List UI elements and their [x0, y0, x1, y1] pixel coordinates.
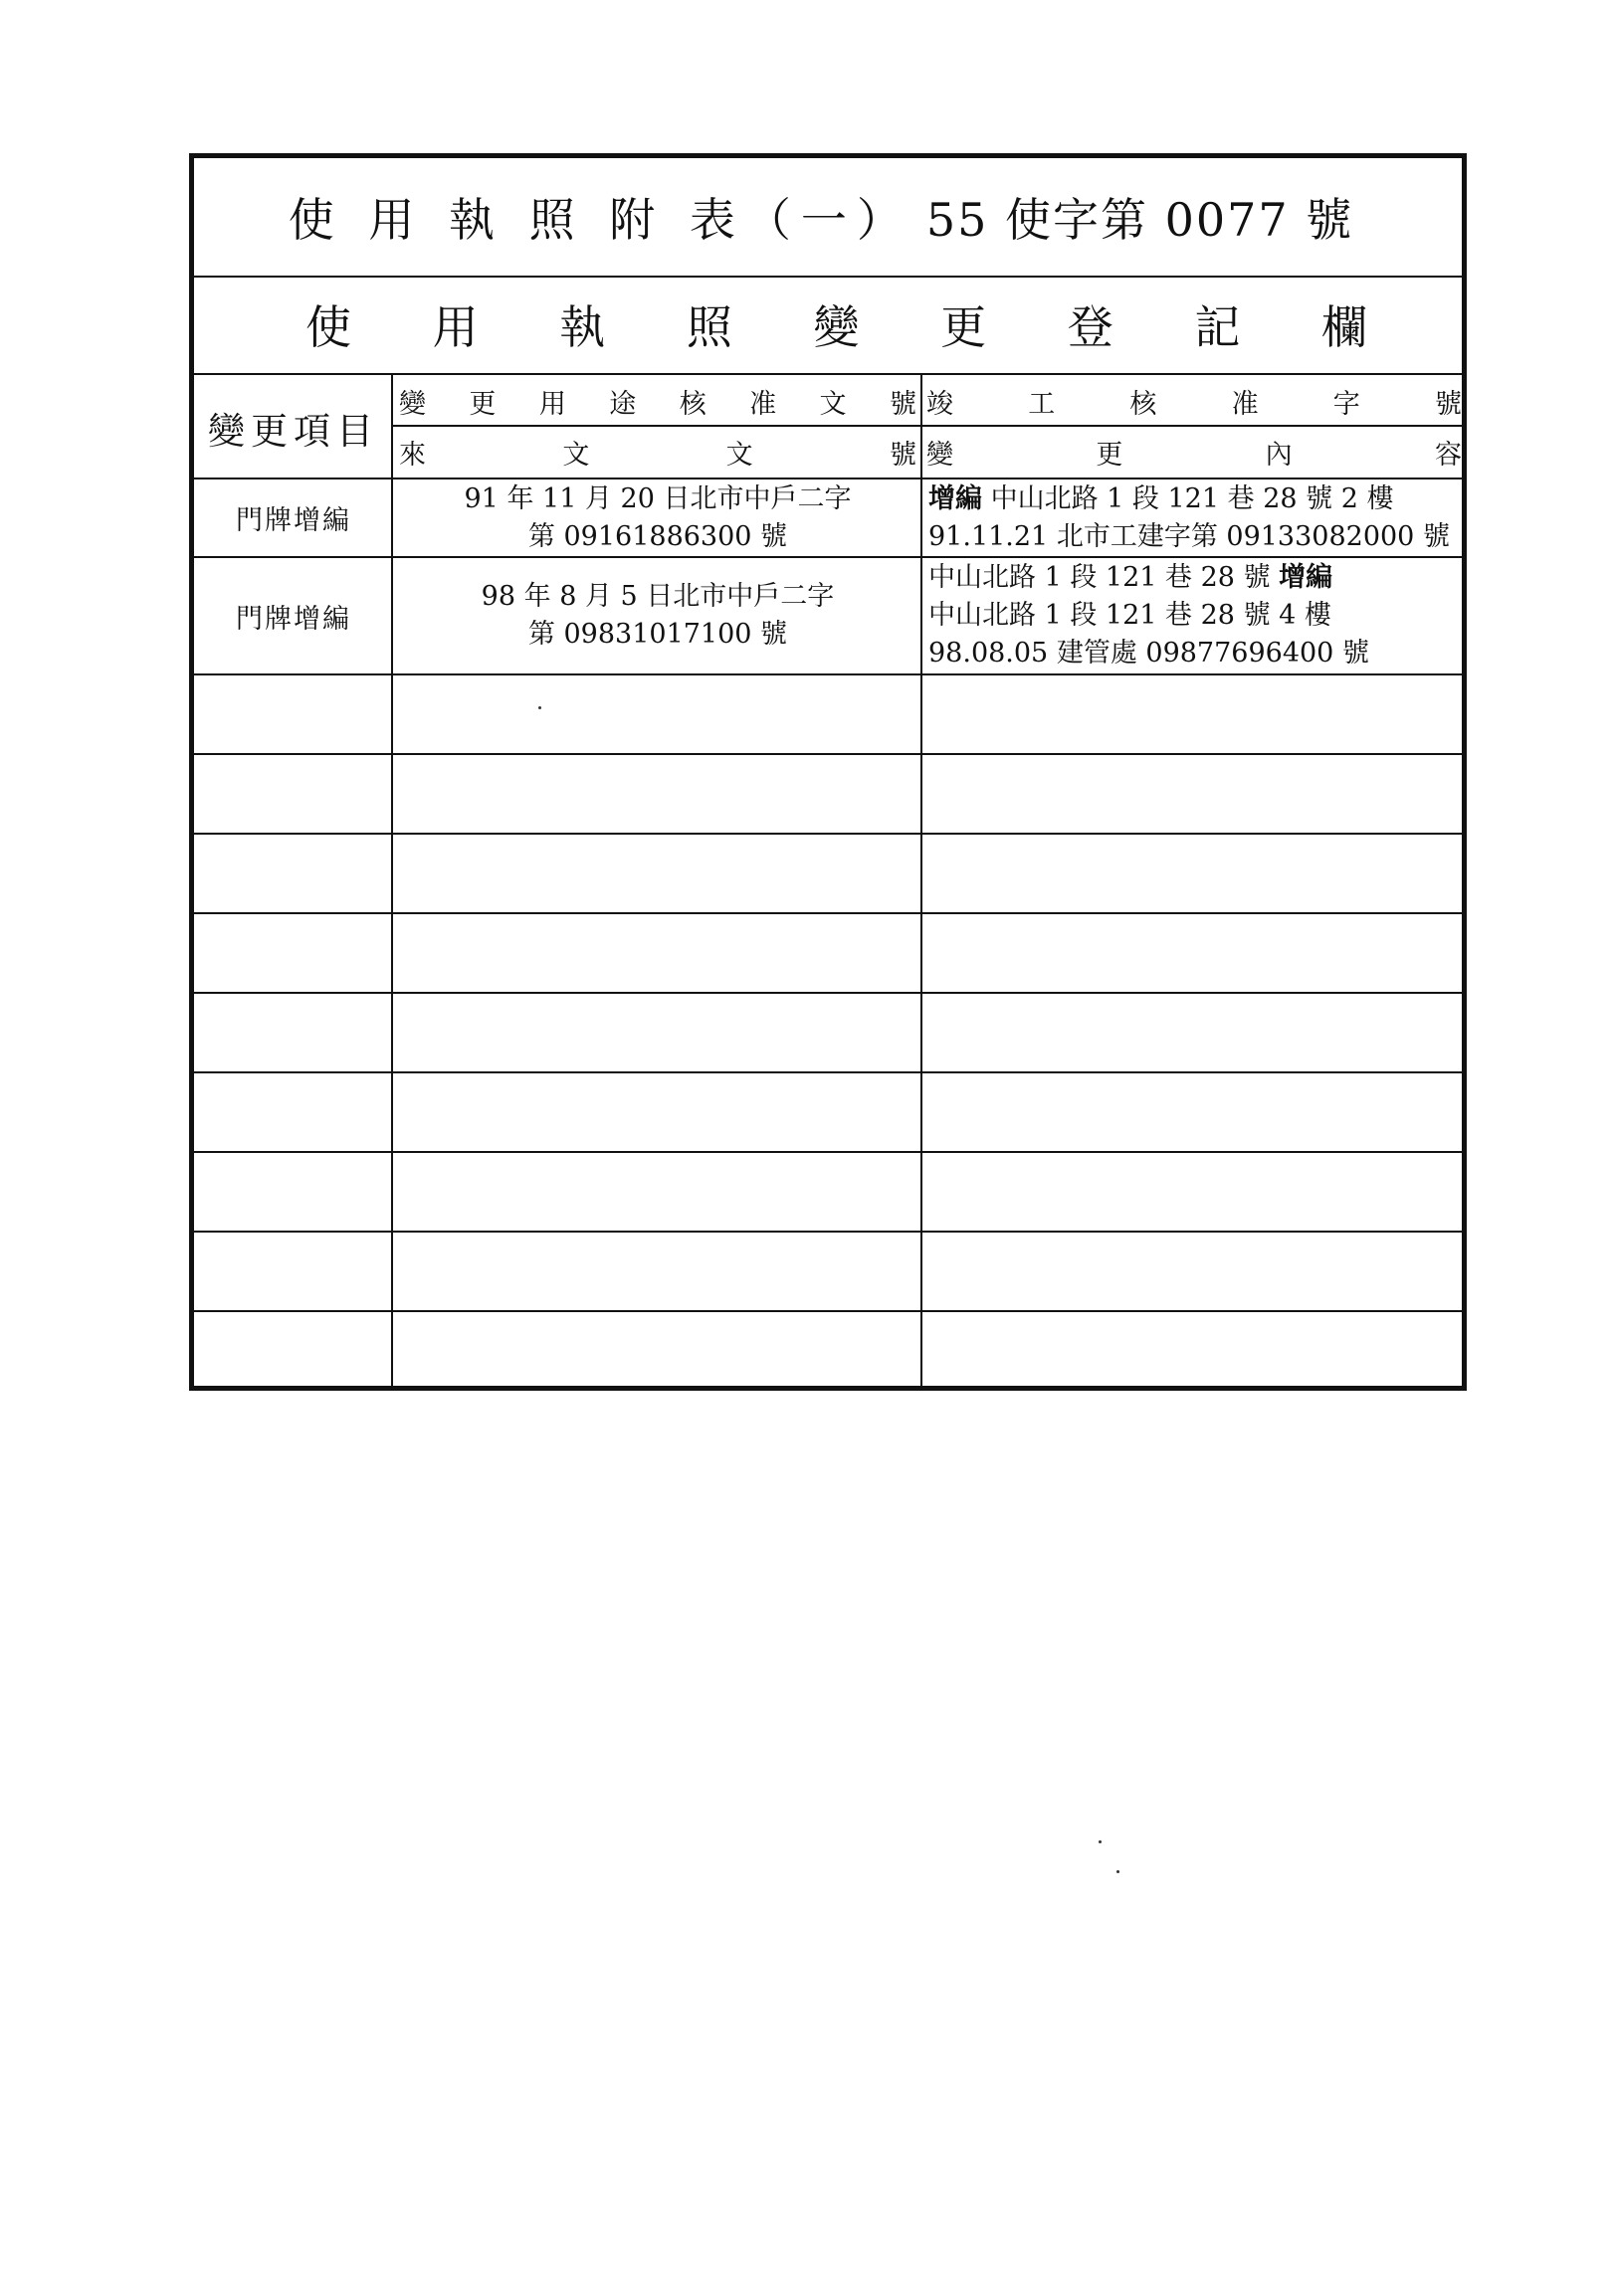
header-char: 號 — [889, 388, 916, 420]
scan-speck — [1116, 1870, 1119, 1873]
header-doc-top — [399, 379, 916, 423]
header-char: 竣 — [926, 388, 953, 420]
license-number: 55 使字第 0077 號 — [925, 193, 1354, 247]
header-char: 更 — [469, 388, 497, 420]
row-line — [194, 1071, 1462, 1073]
row-1-change — [922, 479, 1468, 556]
header-char: 核 — [679, 388, 707, 420]
header-char: 變 — [926, 439, 953, 471]
section-title-char: 登 — [1067, 300, 1113, 354]
header-char: 用 — [538, 388, 566, 420]
scan-speck — [538, 706, 541, 709]
header-char: 准 — [1231, 388, 1259, 420]
change-line: 98.08.05 建管處 09877696400 號 — [928, 638, 1369, 669]
change-text: 中山北路 1 段 121 巷 28 號 — [928, 562, 1280, 593]
header-change-item: 變更項目 — [208, 409, 379, 453]
change-line: 中山北路 1 段 121 巷 28 號 4 樓 — [928, 600, 1331, 631]
section-title-char: 欄 — [1321, 300, 1367, 354]
change-tag: 增編 — [1279, 562, 1333, 593]
header-char: 來 — [399, 439, 426, 471]
section-title-char: 使 — [305, 300, 351, 354]
doc-line: 第 09161886300 號 — [527, 520, 788, 552]
section-title-char: 更 — [940, 300, 987, 354]
header-doc-bottom — [399, 429, 916, 475]
header-change-bottom — [926, 429, 1462, 475]
change-tag: 增編 — [928, 482, 982, 514]
row-1-item: 門牌增編 — [236, 505, 351, 536]
doc-line: 91 年 11 月 20 日北市中戶二字 — [464, 482, 852, 514]
row-1-doc — [395, 479, 920, 556]
form-title — [194, 158, 1462, 278]
section-title-char: 記 — [1194, 300, 1241, 354]
usage-license-appendix-form — [189, 153, 1467, 1391]
change-line: 91.11.21 北市工建字第 09133082000 號 — [928, 520, 1450, 552]
header-char: 號 — [889, 439, 916, 471]
header-char: 容 — [1434, 439, 1462, 471]
header-char: 文 — [819, 388, 847, 420]
section-title-char: 用 — [432, 300, 479, 354]
row-line — [194, 1231, 1462, 1233]
section-title — [194, 276, 1462, 375]
header-char: 文 — [562, 439, 590, 471]
row-2-item: 門牌增編 — [236, 603, 351, 635]
row-line — [194, 673, 1462, 675]
change-line — [928, 559, 1468, 597]
row-line — [194, 1310, 1462, 1312]
header-char: 號 — [1434, 388, 1462, 420]
row-line — [194, 992, 1462, 994]
header-char: 文 — [725, 439, 753, 471]
header-char: 字 — [1332, 388, 1360, 420]
row-line — [194, 753, 1462, 755]
change-text: 中山北路 1 段 121 巷 28 號 2 樓 — [982, 482, 1394, 514]
header-split-line — [393, 425, 1462, 427]
section-title-char: 執 — [559, 300, 606, 354]
doc-line: 第 09831017100 號 — [527, 619, 788, 650]
row-2-doc — [395, 558, 920, 673]
header-char: 准 — [749, 388, 777, 420]
row-2-change — [922, 558, 1468, 673]
row-line — [194, 1151, 1462, 1153]
header-char: 內 — [1265, 439, 1293, 471]
doc-line: 98 年 8 月 5 日北市中戶二字 — [481, 581, 835, 612]
header-change-top — [926, 379, 1462, 423]
row-line — [194, 912, 1462, 914]
row-line — [194, 833, 1462, 835]
header-char: 變 — [399, 388, 426, 420]
scan-speck — [1099, 1840, 1102, 1843]
header-char: 工 — [1028, 388, 1056, 420]
change-record-table — [194, 375, 1462, 1386]
header-char: 核 — [1129, 388, 1157, 420]
section-title-char: 照 — [686, 300, 732, 354]
header-char: 途 — [609, 388, 637, 420]
change-line — [928, 480, 1468, 518]
section-title-char: 變 — [813, 300, 860, 354]
title-prefix: 使 用 執 照 附 表（一） — [288, 193, 912, 247]
header-char: 更 — [1096, 439, 1123, 471]
